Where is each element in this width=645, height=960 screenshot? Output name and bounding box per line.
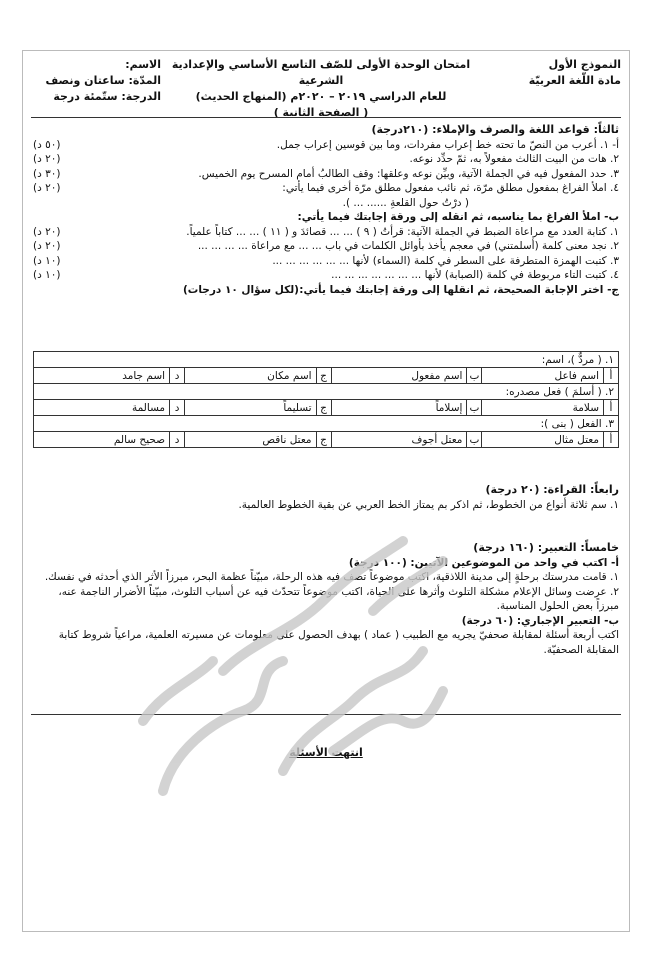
part-a-title: أ- اكتب في واحد من الموضوعين الآتيين: (١٠٠ درجة) bbox=[348, 556, 619, 569]
question-mark: (٥٠ د) bbox=[33, 138, 61, 151]
header-title-line2: للعام الدراسي ٢٠١٩ – ٢٠٢٠م (المنهاج الحديث) bbox=[195, 90, 447, 103]
option-text: معتل مثال bbox=[482, 432, 604, 448]
option-text: معتل ناقص bbox=[185, 432, 316, 448]
option-key: أ bbox=[604, 400, 619, 416]
option-key: أ bbox=[604, 368, 619, 384]
option-key: د bbox=[170, 400, 185, 416]
section-reading bbox=[33, 483, 619, 512]
question-text: ٤. كتبت التاء مربوطة في كلمة (الصبابة) لأنها ... ... ... ... ... ... ... bbox=[331, 269, 619, 281]
question-row: ١. سم ثلاثة أنواع من الخطوط، ثم اذكر بم يمتاز الخط العربي عن بقية الخطوط العالمية. bbox=[238, 498, 619, 511]
section-reading-title: رابعاً: القراءة: (٢٠ درجة) bbox=[485, 483, 619, 496]
header-student-info bbox=[31, 57, 161, 105]
option-key: ب bbox=[467, 368, 482, 384]
question-text: ٣. حدد المفعول فيه في الجملة الآتية، وبيِّن نوعه وعلقها: وقف الطالبُ أمام المسرح يوم الخميس. bbox=[198, 167, 619, 180]
option-text: اسم مفعول bbox=[331, 368, 467, 384]
question-text: ١. كتابة العدد مع مراعاة الضبط في الجملة الآتية: قرأتُ ( ٩ ) ... ... قصائدَ و ( ١١ ) ... ... كتاباً علمياً. bbox=[186, 225, 619, 238]
mcq-question: ١. ( مردٌّ )، اسم: bbox=[34, 352, 619, 368]
option-key: ج bbox=[316, 400, 331, 416]
exam-end-note: انتهت الأسئلة bbox=[289, 746, 363, 759]
option-text: اسم جامد bbox=[34, 368, 170, 384]
option-text: إسلاماً bbox=[331, 400, 467, 416]
part-c-instruction: ج- اختر الإجابة الصحيحة، ثم انقلها إلى ورقة إجابتك فيما يأتي: bbox=[299, 283, 619, 296]
question-row bbox=[33, 138, 619, 153]
section-grammar-title: ثالثاً: قواعد اللغة والصرف والإملاء: (٢١٠درجة) bbox=[371, 123, 619, 136]
mcq-question-row bbox=[34, 352, 619, 368]
header-divider bbox=[31, 117, 621, 118]
question-text: أ- ١. أعرب من النصّ ما تحته خط إعراب مفردات، وما بين قوسين إعراب جمل. bbox=[276, 138, 619, 151]
handwritten-watermark-icon bbox=[103, 471, 523, 851]
mcq-question-row bbox=[34, 384, 619, 400]
question-text: ٢. نجد معنى كلمة (أسلمتني) في معجم يأخذ بأوائل الكلمات في باب ... ... مع مراعاة ... ... ... ... bbox=[197, 240, 619, 252]
option-key: ب bbox=[467, 432, 482, 448]
question-row bbox=[33, 181, 619, 196]
mcq-options-row bbox=[34, 400, 619, 416]
question-mark: (٢٠ د) bbox=[33, 225, 61, 238]
question-mark: (١٠ د) bbox=[33, 254, 61, 267]
header-model: النموذج الأول bbox=[548, 58, 621, 71]
mcq-question: ٣. الفعل ( بنى ): bbox=[34, 416, 619, 432]
section-grammar bbox=[33, 123, 619, 297]
section-composition-title: خامساً: التعبير: (١٦٠ درجة) bbox=[473, 541, 619, 554]
option-key: ج bbox=[316, 432, 331, 448]
option-text: اسم فاعل bbox=[482, 368, 604, 384]
option-key: د bbox=[170, 432, 185, 448]
exam-sheet bbox=[22, 50, 630, 932]
footer-divider bbox=[31, 714, 621, 715]
part-b-title: ب- املأ الفراغ بما يناسبه، ثم انقله إلى ورقة إجابتك فيما يأتي: bbox=[297, 211, 619, 223]
header-duration: المدّة: ساعتان ونصف bbox=[45, 74, 161, 87]
header-title-line1: امتحان الوحدة الأولى للصّف التاسع الأساسي والإعدادية الشرعية bbox=[171, 58, 471, 87]
question-row bbox=[33, 239, 619, 254]
question-row bbox=[33, 225, 619, 240]
essay-topic-2: ٢. عرضت وسائل الإعلام مشكلة التلوث وأثرها على الحياة، اكتب موضوعاً تتحدّث فيه عن أسباب التلوث، مبيّناً الأضرار الناجمة عنه، مبرزاً بعض الحلول المناسبة. bbox=[58, 585, 619, 612]
question-text: ( درْتُ حول القلعةِ ...... ... ). bbox=[342, 196, 469, 209]
question-mark: (٢٠ د) bbox=[33, 240, 61, 252]
header-subject-name: مادة اللّغة العربيّة bbox=[528, 74, 621, 87]
mandatory-essay: اكتب أربعة أسئلة لمقابلة صحفيّ يجريه مع الطبيب ( عماد ) بهدف الحصول على معلومات عن مسيرته العلمية، مراعياً شروط كتابة المقابلة الصحفيّة. bbox=[58, 629, 619, 656]
option-key: ج bbox=[316, 368, 331, 384]
header-total-grade: الدرجة: ستّمئة درجة bbox=[53, 90, 161, 103]
question-mark: (٢٠ د) bbox=[33, 182, 61, 194]
option-text: معتل أجوف bbox=[331, 432, 467, 448]
header-exam-title bbox=[171, 57, 471, 121]
header-title-line3: ( الصفحة الثانية ) bbox=[273, 106, 369, 119]
option-text: سلامة bbox=[482, 400, 604, 416]
part-c-mark: (لكل سؤال ١٠ درجات) bbox=[183, 283, 299, 296]
mcq-table bbox=[33, 351, 619, 448]
header-name-label: الاسم: bbox=[125, 58, 161, 71]
question-mark: (٢٠ د) bbox=[33, 153, 61, 165]
section-composition bbox=[33, 541, 619, 657]
question-text: ٢. هات من البيت الثالث مفعولاً به، ثمّ حدِّد نوعه. bbox=[409, 153, 619, 165]
option-key: ب bbox=[467, 400, 482, 416]
option-key: أ bbox=[604, 432, 619, 448]
part-c-title bbox=[33, 283, 619, 298]
essay-topic-1: ١. قامت مدرستك برحلةٍ إلى مدينة اللاذقية، اكتب موضوعاً تصف فيه هذه الرحلة، مبيّناً عظمة البحر، مبرزاً الأثر الذي أحدثه في نفسك. bbox=[44, 571, 619, 583]
header-subject bbox=[529, 57, 621, 89]
question-text: ٣. كتبت الهمزة المتطرفة على السطر في كلمة (السماء) لأنها ... ... ... ... ... ... bbox=[272, 254, 619, 267]
question-mark: (١٠ د) bbox=[33, 269, 61, 281]
question-row bbox=[33, 152, 619, 167]
mcq-question: ٢. ( أسلمَ ) فعل مصدره: bbox=[34, 384, 619, 400]
question-text: ٤. املأ الفراغ بمفعول مطلق مرّة، ثم نائب مفعول مطلق مرّة أخرى فيما يأتي: bbox=[282, 182, 619, 194]
option-text: صحيح سالم bbox=[34, 432, 170, 448]
question-row bbox=[33, 196, 619, 211]
question-row bbox=[33, 167, 619, 182]
question-row bbox=[33, 268, 619, 283]
question-row bbox=[33, 254, 619, 269]
option-key: د bbox=[170, 368, 185, 384]
option-text: اسم مكان bbox=[185, 368, 316, 384]
part-b-title: ب- التعبير الإجباري: (٦٠ درجة) bbox=[461, 614, 619, 627]
option-text: مسالمة bbox=[34, 400, 170, 416]
option-text: تسليماً bbox=[185, 400, 316, 416]
mcq-question-row bbox=[34, 416, 619, 432]
mcq-options-row bbox=[34, 432, 619, 448]
exam-header bbox=[31, 57, 621, 119]
question-mark: (٣٠ د) bbox=[33, 167, 61, 180]
mcq-options-row bbox=[34, 368, 619, 384]
